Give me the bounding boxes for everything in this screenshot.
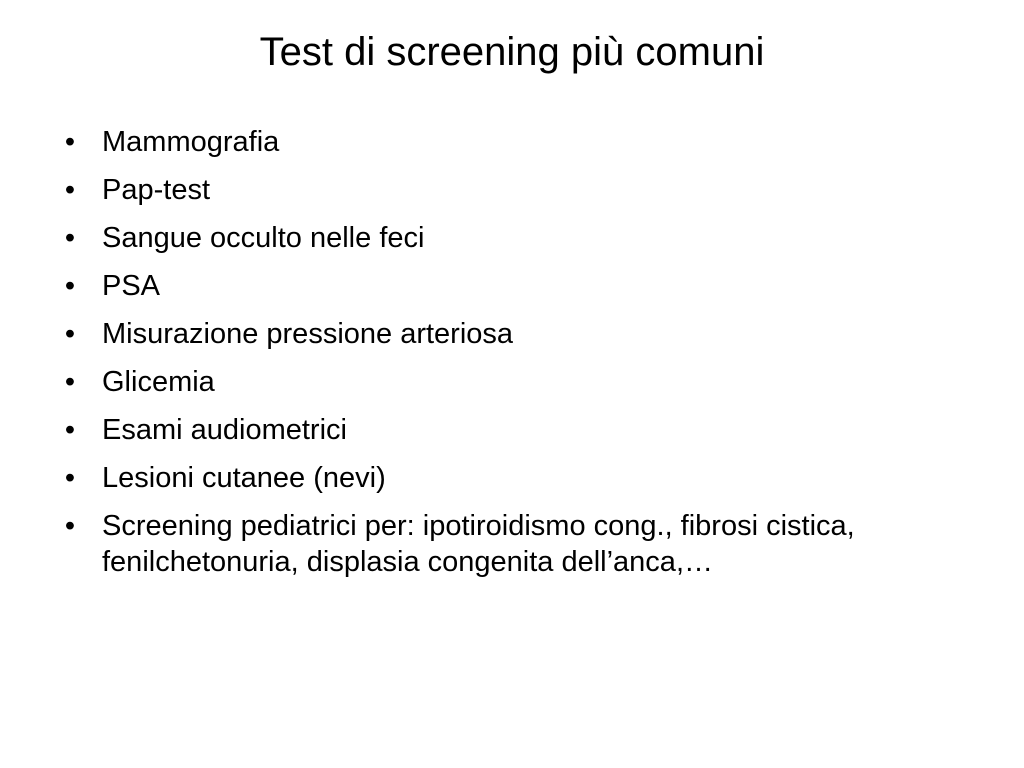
- bullet-icon: •: [64, 318, 76, 350]
- list-item: [58, 124, 958, 160]
- list-item-text: Pap-test: [102, 174, 210, 206]
- list-item: [58, 412, 958, 448]
- list-item: [58, 460, 958, 496]
- list-item: [58, 172, 958, 208]
- list-item: [58, 364, 958, 400]
- list-item-text: Lesioni cutanee (nevi): [102, 462, 386, 494]
- list-item: [58, 268, 958, 304]
- list-item: [58, 220, 958, 256]
- bullet-icon: •: [64, 270, 76, 302]
- bullet-icon: •: [64, 510, 76, 542]
- bullet-icon: •: [64, 126, 76, 158]
- list-item-text: Mammografia: [102, 126, 280, 158]
- bullet-icon: •: [64, 174, 76, 206]
- list-item-text: Misurazione pressione arteriosa: [102, 318, 514, 350]
- list-item-text: Sangue occulto nelle feci: [102, 222, 425, 254]
- list-item-text: PSA: [102, 270, 161, 302]
- bullet-icon: •: [64, 366, 76, 398]
- list-item-text: Screening pediatrici per: ipotiroidismo cong., fibrosi cistica, fenilchetonuria, displasia congenita dell’anca,…: [102, 510, 855, 578]
- list-item-text: Glicemia: [102, 366, 215, 398]
- slide-title: Test di screening più comuni: [259, 30, 765, 74]
- list-item: [58, 316, 958, 352]
- bullet-icon: •: [64, 222, 76, 254]
- bullet-icon: •: [64, 414, 76, 446]
- bullet-list: [58, 124, 958, 592]
- list-item: [58, 508, 958, 580]
- list-item-text: Esami audiometrici: [102, 414, 347, 446]
- bullet-icon: •: [64, 462, 76, 494]
